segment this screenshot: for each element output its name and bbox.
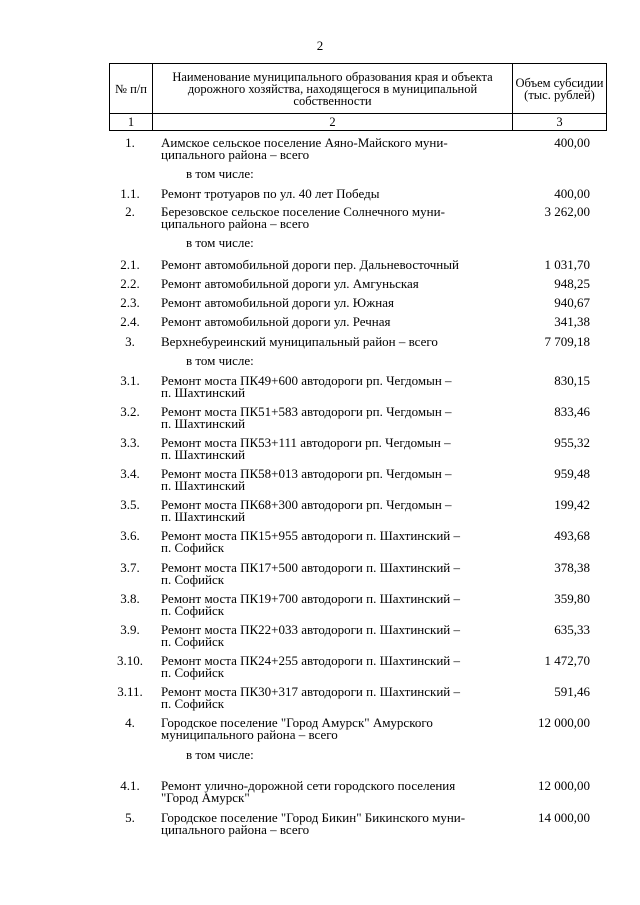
row-name (161, 406, 506, 430)
row-name-line: Ремонт тротуаров по ул. 40 лет Победы (161, 186, 380, 201)
header-col-subsidy: Объем субсидии (тыс. рублей) (513, 64, 607, 114)
row-name-line: Ремонт моста ПК49+600 автодороги рп. Чегдомын – (161, 373, 452, 388)
row-name-line: Ремонт моста ПК24+255 автодороги п. Шахтинский – (161, 653, 460, 668)
row-name (161, 593, 506, 617)
row-value: 955,32 (554, 435, 590, 450)
row-value: 830,15 (554, 373, 590, 388)
row-value: 3 262,00 (544, 204, 590, 219)
row-name-line: ципального района – всего (161, 147, 310, 162)
row-number: 1.1. (120, 186, 140, 201)
row-name (161, 316, 506, 328)
row-value: 359,80 (554, 591, 590, 606)
row-name (161, 259, 506, 271)
row-name-line: Верхнебуреинский муниципальный район – всего (161, 334, 438, 349)
row-name-line: Ремонт моста ПК30+317 автодороги п. Шахтинский – (161, 684, 460, 699)
row-value: 493,68 (554, 528, 590, 543)
row-name-line: Ремонт моста ПК17+500 автодороги п. Шахтинский – (161, 560, 460, 575)
row-name-line: Аимское сельское поселение Аяно-Майского муни- (161, 135, 448, 150)
row-name-line: ципального района – всего (161, 216, 310, 231)
row-name (161, 137, 506, 161)
row-name (161, 530, 506, 554)
row-value: 341,38 (554, 314, 590, 329)
row-name-line: Ремонт автомобильной дороги ул. Амгуньская (161, 276, 419, 291)
row-number: 3.6. (120, 528, 140, 543)
row-number: 4. (125, 715, 135, 730)
row-name (161, 686, 506, 710)
row-value: 959,48 (554, 466, 590, 481)
row-value: 833,46 (554, 404, 590, 419)
row-name-line: Городское поселение "Город Бикин" Бикинского муни- (161, 810, 466, 825)
row-name-line: Ремонт автомобильной дороги ул. Речная (161, 314, 391, 329)
row-name (161, 336, 506, 348)
row-value: 7 709,18 (544, 334, 590, 349)
header-index-1: 1 (110, 114, 153, 131)
row-number: 5. (125, 810, 135, 825)
row-number: 3. (125, 334, 135, 349)
in-that-number-label: в том числе: (186, 166, 254, 181)
row-name-line: Ремонт моста ПК22+033 автодороги п. Шахтинский – (161, 622, 460, 637)
row-name-line: Березовское сельское поселение Солнечного муни- (161, 204, 445, 219)
row-number: 3.8. (120, 591, 140, 606)
page-number: 2 (316, 38, 324, 53)
row-number: 2.1. (120, 257, 140, 272)
row-number: 4.1. (120, 778, 140, 793)
row-name-line: Ремонт моста ПК68+300 автодороги рп. Чегдомын – (161, 497, 452, 512)
row-name (161, 780, 506, 804)
row-number: 2.3. (120, 295, 140, 310)
row-name-line: п. Софийск (161, 540, 225, 555)
row-name-line: п. Шахтинский (161, 447, 246, 462)
row-name-line: ципального района – всего (161, 822, 310, 837)
row-name (161, 468, 506, 492)
row-name (161, 812, 506, 836)
row-value: 12 000,00 (538, 778, 590, 793)
row-number: 3.11. (117, 684, 143, 699)
row-name-line: Городское поселение "Город Амурск" Амурского (161, 715, 433, 730)
row-number: 3.2. (120, 404, 140, 419)
row-name (161, 278, 506, 290)
row-value: 635,33 (554, 622, 590, 637)
row-name-line: "Город Амурск" (161, 790, 250, 805)
row-name (161, 717, 506, 741)
row-name (161, 437, 506, 461)
row-name-line: Ремонт моста ПК58+013 автодороги рп. Чегдомын – (161, 466, 452, 481)
in-that-number-label: в том числе: (186, 235, 254, 250)
row-name-line: Ремонт улично-дорожной сети городского поселения (161, 778, 456, 793)
row-number: 3.5. (120, 497, 140, 512)
row-name-line: муниципального района – всего (161, 727, 338, 742)
row-value: 948,25 (554, 276, 590, 291)
row-name (161, 499, 506, 523)
row-value: 14 000,00 (538, 810, 590, 825)
header-col-name: Наименование муниципального образования края и объекта дорожного хозяйства, находящегося в муниципальной собственности (153, 64, 513, 114)
row-name-line: п. Софийск (161, 603, 225, 618)
row-number: 3.7. (120, 560, 140, 575)
row-number: 2.4. (120, 314, 140, 329)
row-name-line: Ремонт моста ПК15+955 автодороги п. Шахтинский – (161, 528, 460, 543)
row-name (161, 206, 506, 230)
header-index-3: 3 (513, 114, 607, 131)
row-number: 3.10. (117, 653, 143, 668)
row-name-line: Ремонт моста ПК19+700 автодороги п. Шахтинский – (161, 591, 460, 606)
row-value: 1 472,70 (544, 653, 590, 668)
row-name-line: Ремонт автомобильной дороги ул. Южная (161, 295, 394, 310)
row-name-line: п. Софийск (161, 572, 225, 587)
row-value: 199,42 (554, 497, 590, 512)
header-col-number: № п/п (110, 64, 153, 114)
row-number: 1. (125, 135, 135, 150)
row-value: 400,00 (554, 186, 590, 201)
row-number: 3.3. (120, 435, 140, 450)
row-value: 1 031,70 (544, 257, 590, 272)
row-name-line: Ремонт автомобильной дороги пер. Дальневосточный (161, 257, 459, 272)
row-value: 400,00 (554, 135, 590, 150)
row-number: 2. (125, 204, 135, 219)
in-that-number-label: в том числе: (186, 353, 254, 368)
row-name-line: Ремонт моста ПК51+583 автодороги рп. Чегдомын – (161, 404, 452, 419)
row-value: 378,38 (554, 560, 590, 575)
row-name-line: п. Софийск (161, 634, 225, 649)
row-value: 12 000,00 (538, 715, 590, 730)
row-value: 940,67 (554, 295, 590, 310)
in-that-number-label: в том числе: (186, 747, 254, 762)
row-name (161, 624, 506, 648)
row-name-line: п. Софийск (161, 665, 225, 680)
row-number: 3.1. (120, 373, 140, 388)
row-name-line: Ремонт моста ПК53+111 автодороги рп. Чегдомын – (161, 435, 451, 450)
row-number: 3.4. (120, 466, 140, 481)
row-name (161, 297, 506, 309)
row-name (161, 188, 506, 200)
row-name-line: п. Шахтинский (161, 478, 246, 493)
row-number: 3.9. (120, 622, 140, 637)
row-name-line: п. Шахтинский (161, 416, 246, 431)
row-name (161, 562, 506, 586)
row-value: 591,46 (554, 684, 590, 699)
row-name-line: п. Шахтинский (161, 385, 246, 400)
table-header (109, 63, 607, 131)
header-index-2: 2 (153, 114, 513, 131)
row-number: 2.2. (120, 276, 140, 291)
row-name (161, 375, 506, 399)
row-name-line: п. Софийск (161, 696, 225, 711)
row-name-line: п. Шахтинский (161, 509, 246, 524)
row-name (161, 655, 506, 679)
